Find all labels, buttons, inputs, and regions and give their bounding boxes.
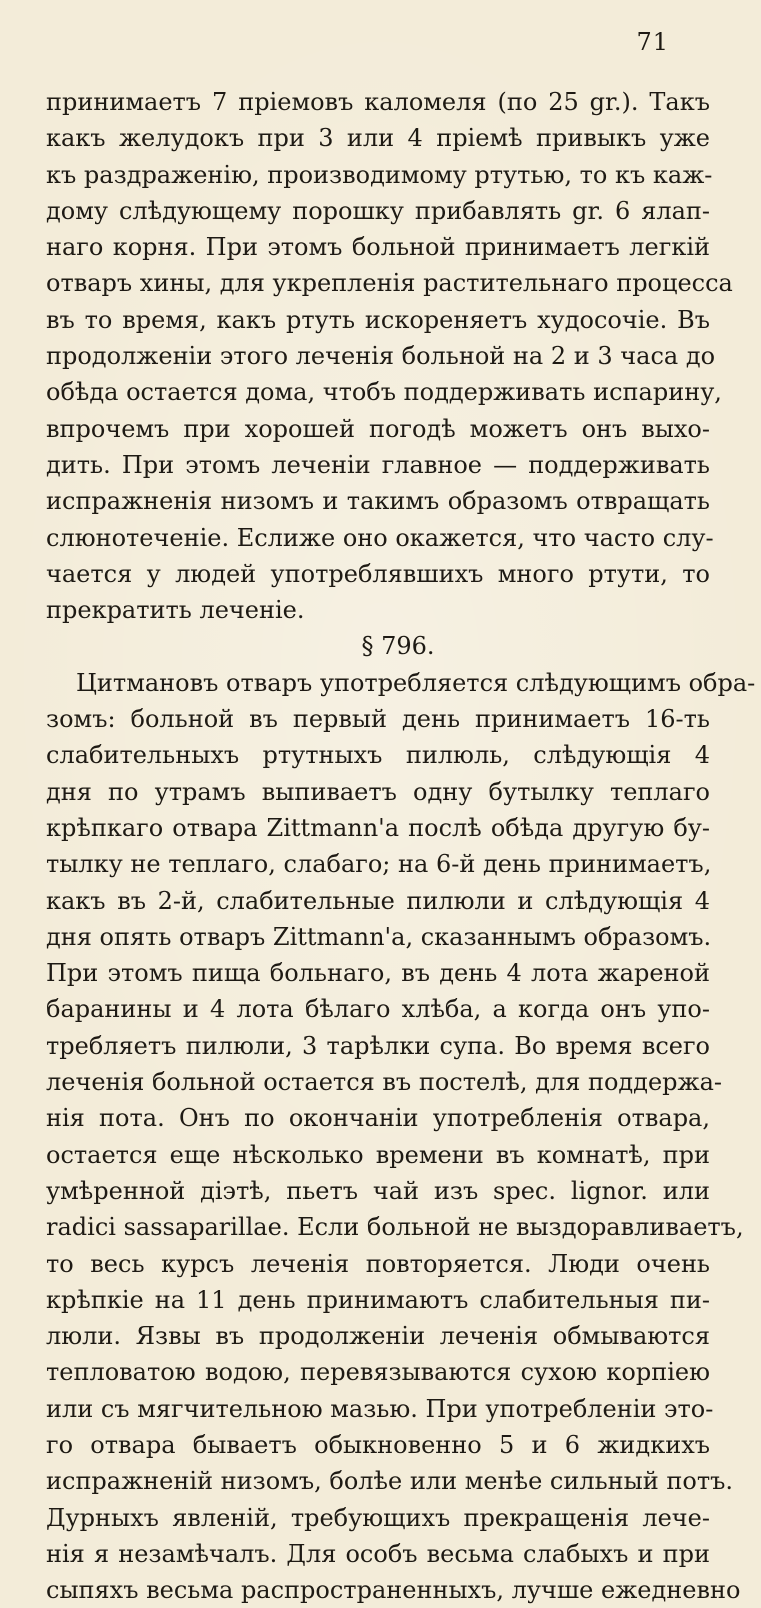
text-line: При этомъ пища больнаго, въ день 4 лота жареной — [46, 959, 710, 988]
text-line: леченія больной остается въ постелѣ, для поддержа- — [46, 1068, 723, 1097]
text-line: люли. Язвы въ продолженіи леченія обмываются — [46, 1322, 710, 1351]
text-line: крѣпкаго отвара Zittmann'a послѣ обѣда другую бу- — [46, 813, 710, 842]
text-line: требляетъ пилюли, 3 тарѣлки супа. Во время всего — [46, 1031, 710, 1060]
text-line: къ раздраженію, производимому ртутью, то къ каж- — [46, 160, 713, 189]
text-line: наго корня. При этомъ больной принимаетъ легкій — [46, 233, 710, 262]
text-line: дому слѣдующему порошку прибавлять gr. 6 ялап- — [46, 196, 710, 225]
text-line: Дурныхъ явленій, требующихъ прекращенія лече- — [46, 1503, 710, 1532]
text-line: дить. При этомъ леченіи главное — поддерживать — [46, 450, 710, 479]
text-line: слабительныхъ ртутныхъ пилюль, слѣдующія 4 — [46, 741, 710, 770]
text-line: дня по утрамъ выпиваетъ одну бутылку теплаго — [46, 777, 710, 806]
text-line: крѣпкіе на 11 день принимаютъ слабительныя пи- — [46, 1285, 710, 1314]
text-line: чается у людей употреблявшихъ много ртути, то — [46, 559, 710, 588]
text-block — [46, 84, 756, 1608]
text-line: зомъ: больной въ первый день принимаетъ 16-ть — [46, 705, 710, 734]
page-number: 71 — [636, 28, 669, 56]
text-line: нія пота. Онъ по окончаніи употребленія отвара, — [46, 1104, 710, 1133]
text-line: испражненія низомъ и такимъ образомъ отвращать — [46, 487, 710, 516]
text-line: впрочемъ при хорошей погодѣ можетъ онъ выхо- — [46, 414, 710, 443]
text-line: умѣренной діэтѣ, пьетъ чай изъ spec. lignor. или — [46, 1176, 710, 1205]
text-line: въ то время, какъ ртуть искореняетъ худосочіе. Въ — [46, 305, 710, 334]
text-line: слюнотеченіе. Еслиже оно окажется, что часто слу- — [46, 523, 714, 552]
text-line: обѣда остается дома, чтобъ поддерживать испарину, — [46, 378, 722, 407]
paragraph-2 — [46, 665, 756, 1608]
section-heading: § 796. — [361, 632, 435, 661]
text-line: остается еще нѣсколько времени въ комнатѣ, при — [46, 1140, 710, 1169]
text-line: испражненій низомъ, болѣе или менѣе сильный потъ. — [46, 1467, 733, 1496]
text-line: Цитмановъ отваръ употребляется слѣдующимъ обра- — [76, 668, 756, 697]
text-line: тылку не теплаго, слабаго; на 6-й день принимаетъ, — [46, 850, 712, 879]
text-line: или съ мягчительною мазью. При употребленіи это- — [46, 1394, 714, 1423]
text-line: прекратить леченіе. — [46, 596, 305, 625]
text-line: сыпяхъ весьма распространенныхъ, лучше ежедневно — [46, 1576, 741, 1605]
text-line: продолженіи этого леченія больной на 2 и 3 часа до — [46, 342, 716, 371]
text-line: баранины и 4 лота бѣлаго хлѣба, а когда онъ упо- — [46, 995, 710, 1024]
text-line: какъ въ 2-й, слабительные пилюли и слѣдующія 4 — [46, 886, 710, 915]
text-line: какъ желудокъ при 3 или 4 пріемѣ привыкъ уже — [46, 124, 710, 153]
text-line: отваръ хины, для укрепленія растительнаго процесса — [46, 269, 733, 298]
text-line: radici sassaparillae. Если больной не выздоравливаетъ, — [46, 1213, 744, 1242]
text-line: го отвара бываетъ обыкновенно 5 и 6 жидкихъ — [46, 1430, 710, 1459]
text-line: тепловатою водою, перевязываются сухою корпіею — [46, 1358, 710, 1387]
text-line: то весь курсъ леченія повторяется. Люди очень — [46, 1249, 710, 1278]
paragraph-1 — [46, 84, 733, 628]
text-line: принимаетъ 7 пріемовъ каломеля (по 25 gr.). Такъ — [46, 88, 710, 116]
text-line: дня опять отваръ Zittmann'a, сказаннымъ образомъ. — [46, 922, 712, 951]
text-line: нія я незамѣчалъ. Для особъ весьма слабыхъ и при — [46, 1539, 710, 1568]
